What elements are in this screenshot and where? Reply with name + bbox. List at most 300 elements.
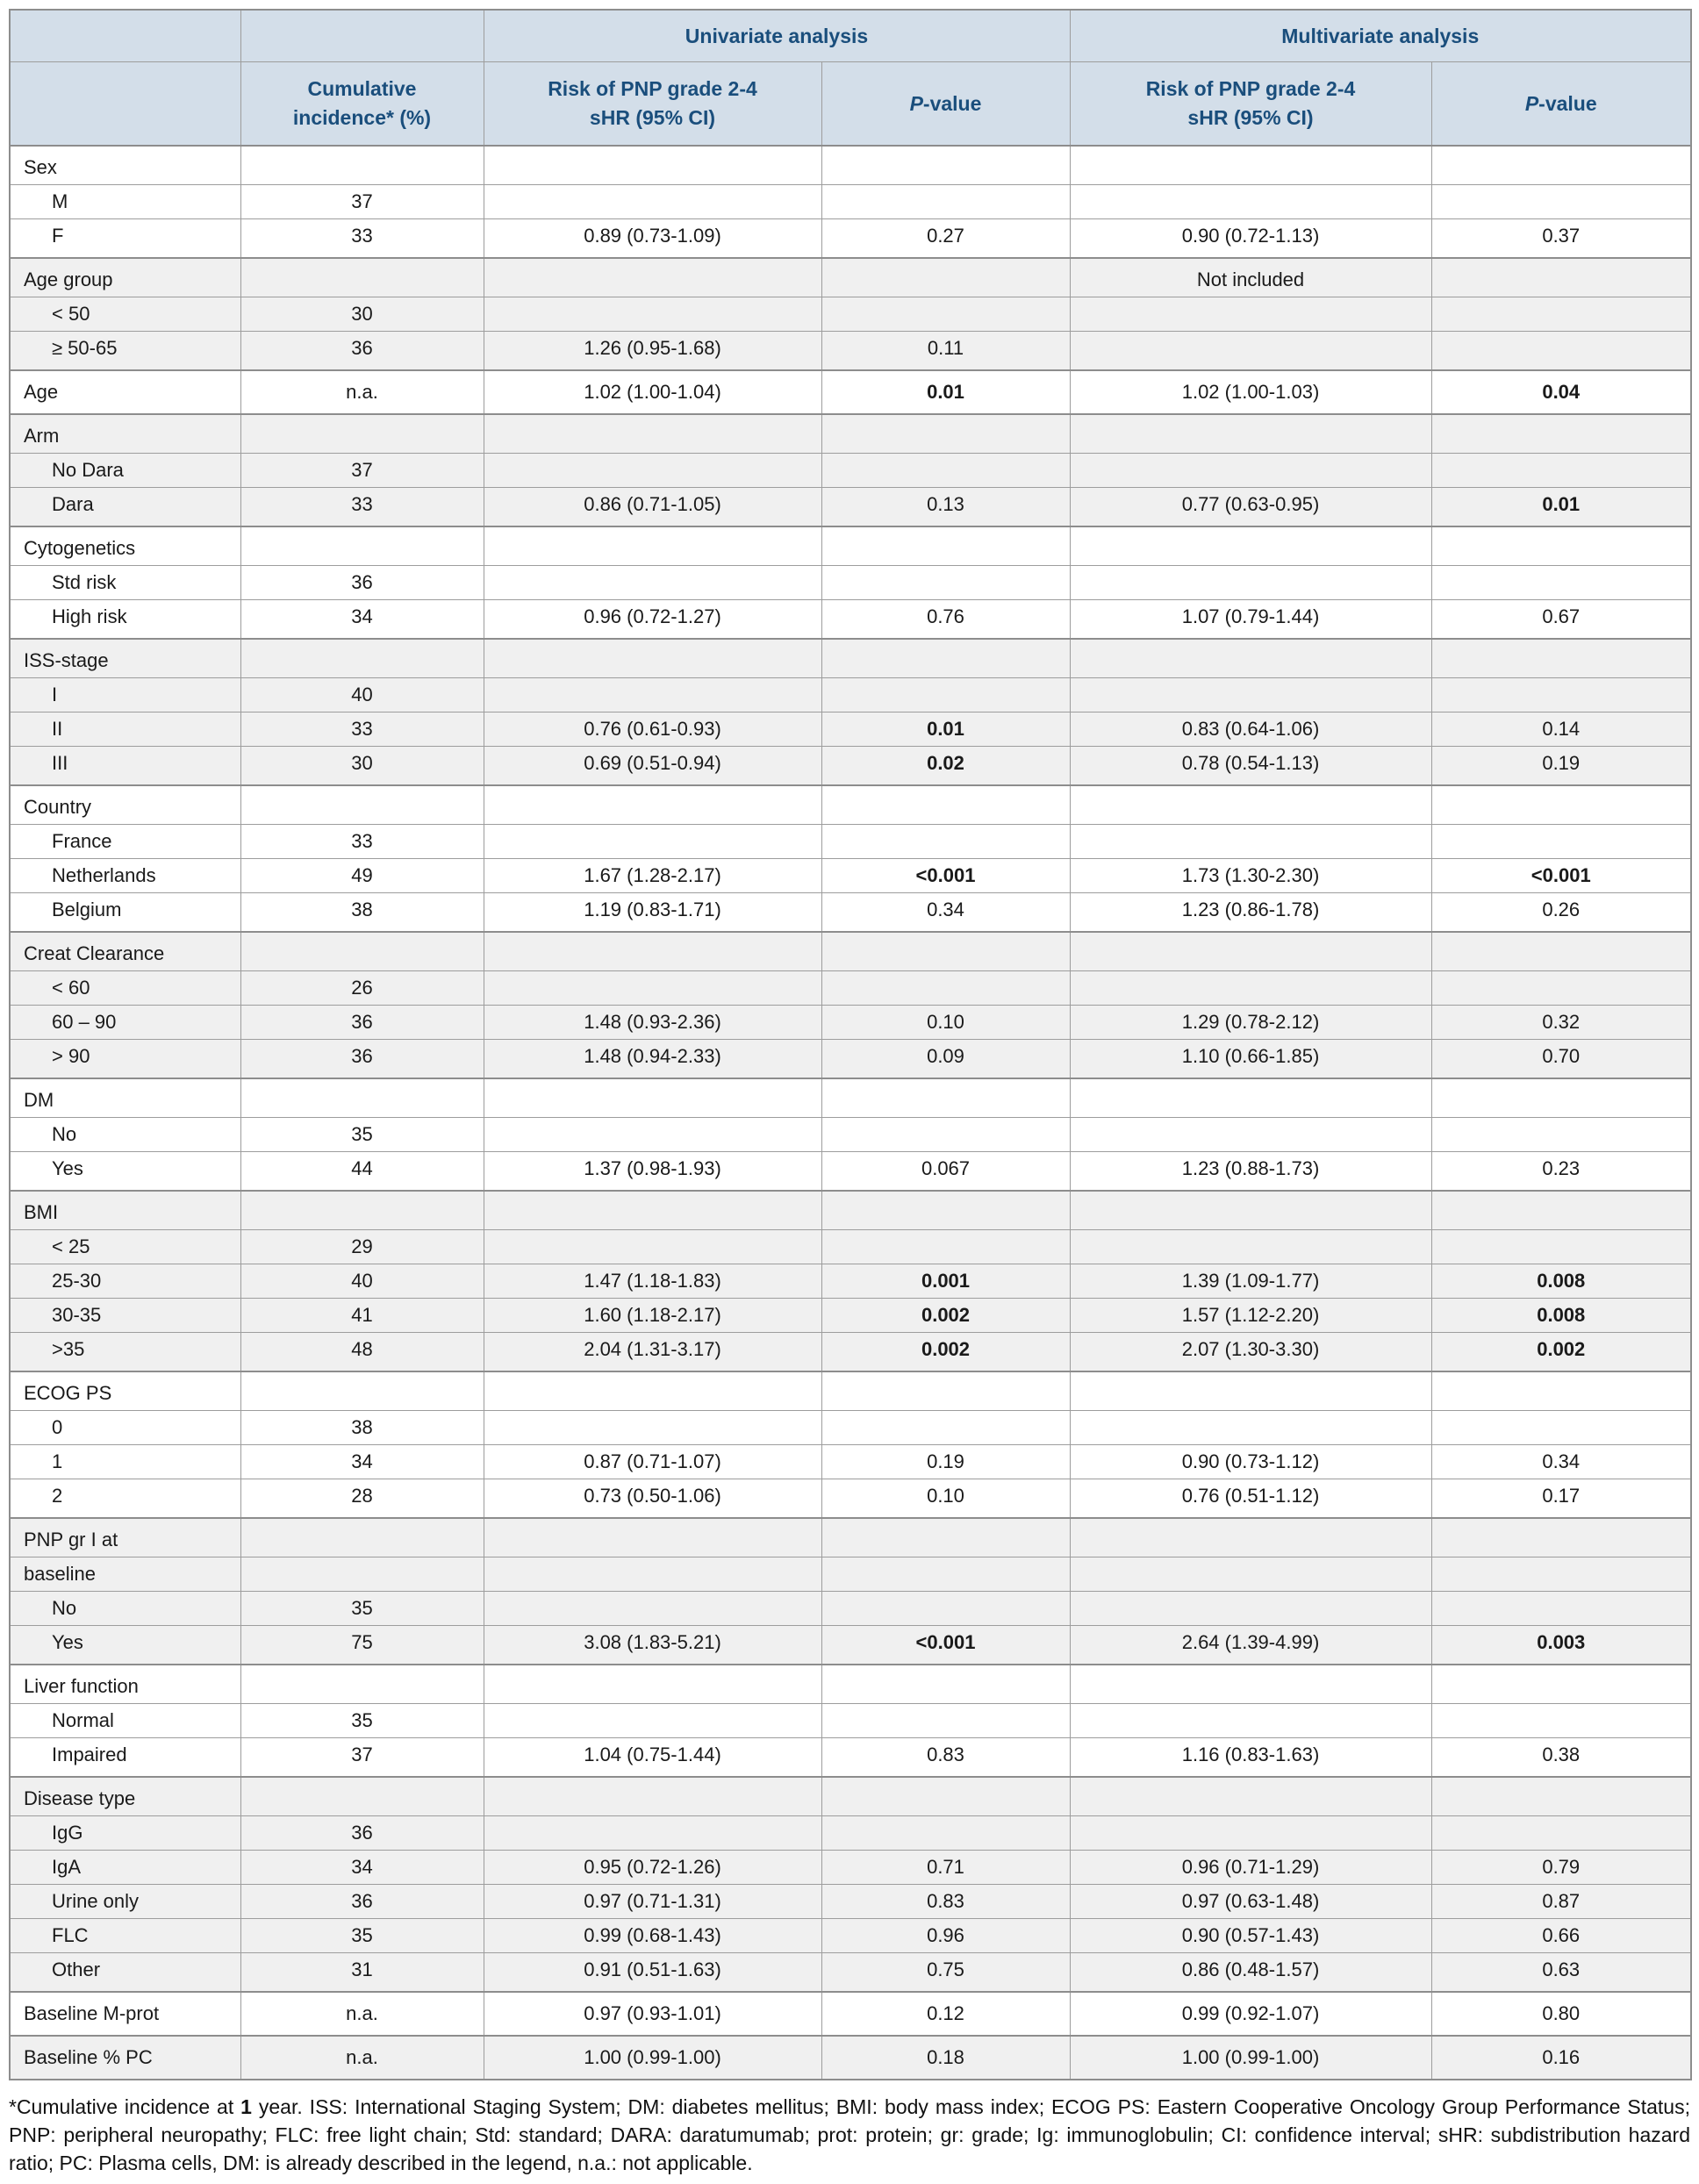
univariate-shr-value: 1.00 (0.99-1.00) [484,2036,821,2080]
cumulative-incidence-value: 36 [240,566,484,600]
variable-label: Arm [10,414,240,454]
table-row [10,1299,1691,1333]
variable-label: Country [10,785,240,825]
variable-label: Disease type [10,1777,240,1816]
cumulative-incidence-value: 35 [240,1592,484,1626]
table-row [10,1885,1691,1919]
variable-label: Yes [10,1626,240,1665]
multivariate-pvalue: 0.14 [1431,712,1691,747]
univariate-pvalue [821,1816,1070,1851]
table-row [10,1851,1691,1885]
cumulative-incidence-value [240,526,484,566]
multivariate-pvalue [1431,332,1691,371]
univariate-shr-value [484,1665,821,1704]
cumulative-incidence-value: 36 [240,1040,484,1079]
multivariate-pvalue [1431,258,1691,297]
variable-label: 2 [10,1479,240,1519]
univariate-pvalue: <0.001 [821,859,1070,893]
table-row [10,488,1691,527]
univariate-shr-value [484,297,821,332]
table-row [10,639,1691,678]
variable-label: baseline [10,1557,240,1592]
table-row [10,1704,1691,1738]
table-row [10,678,1691,712]
variable-label: < 25 [10,1230,240,1264]
table-row [10,1333,1691,1372]
univariate-pvalue: 0.83 [821,1738,1070,1778]
univariate-shr-value [484,971,821,1006]
univariate-shr-value [484,1592,821,1626]
univariate-pvalue: 0.18 [821,2036,1070,2080]
cumulative-incidence-value: 44 [240,1152,484,1192]
table-row [10,893,1691,933]
univariate-pvalue: 0.11 [821,332,1070,371]
variable-label: BMI [10,1191,240,1230]
univariate-shr-value [484,526,821,566]
cumulative-incidence-value: 41 [240,1299,484,1333]
multivariate-shr-value: 1.16 (0.83-1.63) [1070,1738,1431,1778]
cumulative-incidence-value: 33 [240,219,484,259]
cumulative-incidence-value: 37 [240,454,484,488]
variable-label: No [10,1118,240,1152]
multivariate-pvalue [1431,566,1691,600]
table-header [10,10,1691,146]
header-multivariate-risk [1070,62,1431,147]
univariate-shr-value: 0.86 (0.71-1.05) [484,488,821,527]
table-row [10,1992,1691,2036]
variable-label: 0 [10,1411,240,1445]
variable-label: II [10,712,240,747]
cumulative-incidence-value [240,1371,484,1411]
cumulative-incidence-value: n.a. [240,1992,484,2036]
cumulative-incidence-value: 49 [240,859,484,893]
multivariate-pvalue [1431,678,1691,712]
univariate-pvalue [821,526,1070,566]
univariate-pvalue [821,785,1070,825]
table-row [10,712,1691,747]
univariate-shr-value [484,414,821,454]
univariate-pvalue [821,1557,1070,1592]
cumulative-incidence-value: 75 [240,1626,484,1665]
variable-label: Liver function [10,1665,240,1704]
univariate-shr-value: 0.91 (0.51-1.63) [484,1953,821,1993]
multivariate-shr-value [1070,639,1431,678]
univariate-pvalue [821,1665,1070,1704]
univariate-shr-value [484,1191,821,1230]
univariate-pvalue: 0.76 [821,600,1070,640]
multivariate-pvalue: 0.26 [1431,893,1691,933]
univariate-pvalue [821,566,1070,600]
variable-label: Yes [10,1152,240,1192]
variable-label: DM [10,1078,240,1118]
cumulative-incidence-value: 34 [240,1851,484,1885]
variable-label: 25-30 [10,1264,240,1299]
variable-label: 1 [10,1445,240,1479]
univariate-pvalue: 0.002 [821,1299,1070,1333]
header-cumulative-incidence-line1: Cumulative [307,77,417,100]
cumulative-incidence-value: 30 [240,297,484,332]
multivariate-pvalue [1431,185,1691,219]
multivariate-pvalue [1431,1078,1691,1118]
univariate-shr-value [484,1078,821,1118]
header-multivariate-analysis: Multivariate analysis [1070,10,1691,62]
univariate-pvalue: 0.01 [821,712,1070,747]
multivariate-shr-value: 1.73 (1.30-2.30) [1070,859,1431,893]
multivariate-pvalue: 0.16 [1431,2036,1691,2080]
header-blank-incidence [240,10,484,62]
multivariate-pvalue: 0.38 [1431,1738,1691,1778]
multivariate-pvalue: 0.37 [1431,219,1691,259]
cumulative-incidence-value: 35 [240,1118,484,1152]
cumulative-incidence-value: 35 [240,1704,484,1738]
multivariate-pvalue [1431,1557,1691,1592]
multivariate-shr-value: 2.07 (1.30-3.30) [1070,1333,1431,1372]
table-row [10,566,1691,600]
univariate-shr-value [484,825,821,859]
multivariate-pvalue: 0.70 [1431,1040,1691,1079]
analysis-table [9,9,1692,2080]
univariate-shr-value: 0.96 (0.72-1.27) [484,600,821,640]
multivariate-shr-value [1070,1078,1431,1118]
multivariate-shr-value [1070,1557,1431,1592]
cumulative-incidence-value: 38 [240,893,484,933]
multivariate-shr-value [1070,297,1431,332]
univariate-pvalue: 0.001 [821,1264,1070,1299]
table-row [10,1371,1691,1411]
variable-label: Dara [10,488,240,527]
multivariate-shr-value: 1.07 (0.79-1.44) [1070,600,1431,640]
univariate-shr-value [484,932,821,971]
table-row [10,600,1691,640]
table-row [10,1230,1691,1264]
variable-label: No Dara [10,454,240,488]
variable-label: Netherlands [10,859,240,893]
table-row [10,1040,1691,1079]
variable-label: I [10,678,240,712]
header-cumulative-incidence-line2: incidence* (%) [292,106,432,129]
univariate-pvalue [821,297,1070,332]
multivariate-pvalue: 0.003 [1431,1626,1691,1665]
multivariate-shr-value: 1.02 (1.00-1.03) [1070,370,1431,414]
multivariate-shr-value [1070,678,1431,712]
table-row [10,1738,1691,1778]
header-univariate-risk-line1: Risk of PNP grade 2-4 [548,77,757,100]
variable-label: ≥ 50-65 [10,332,240,371]
univariate-shr-value: 0.69 (0.51-0.94) [484,747,821,786]
table-row [10,1078,1691,1118]
multivariate-pvalue: 0.79 [1431,1851,1691,1885]
variable-label: Sex [10,146,240,185]
multivariate-pvalue [1431,1191,1691,1230]
multivariate-pvalue: 0.23 [1431,1152,1691,1192]
multivariate-pvalue [1431,297,1691,332]
variable-label: Cytogenetics [10,526,240,566]
variable-label: < 60 [10,971,240,1006]
cumulative-incidence-value: 28 [240,1479,484,1519]
multivariate-shr-value: 0.99 (0.92-1.07) [1070,1992,1431,2036]
univariate-shr-value [484,639,821,678]
table-row [10,1411,1691,1445]
multivariate-pvalue: 0.34 [1431,1445,1691,1479]
table-row [10,1264,1691,1299]
cumulative-incidence-value: 29 [240,1230,484,1264]
variable-label: France [10,825,240,859]
univariate-shr-value: 1.26 (0.95-1.68) [484,332,821,371]
multivariate-shr-value: 1.10 (0.66-1.85) [1070,1040,1431,1079]
multivariate-shr-value [1070,185,1431,219]
multivariate-shr-value: 0.78 (0.54-1.13) [1070,747,1431,786]
header-multivariate-risk-line2: sHR (95% CI) [1187,106,1314,129]
univariate-shr-value [484,1371,821,1411]
univariate-pvalue [821,1191,1070,1230]
univariate-pvalue: 0.10 [821,1479,1070,1519]
univariate-pvalue: 0.19 [821,1445,1070,1479]
univariate-pvalue [821,1411,1070,1445]
variable-label: ISS-stage [10,639,240,678]
table-row [10,825,1691,859]
multivariate-shr-value [1070,526,1431,566]
header-cumulative-incidence [240,62,484,147]
univariate-pvalue: 0.02 [821,747,1070,786]
cumulative-incidence-value [240,1665,484,1704]
table-row [10,1479,1691,1519]
multivariate-shr-value [1070,1118,1431,1152]
univariate-pvalue: 0.01 [821,370,1070,414]
univariate-shr-value: 1.37 (0.98-1.93) [484,1152,821,1192]
table-row [10,414,1691,454]
header-blank-variable-2 [10,62,240,147]
univariate-shr-value [484,258,821,297]
univariate-shr-value: 0.97 (0.71-1.31) [484,1885,821,1919]
multivariate-shr-value: 1.23 (0.86-1.78) [1070,893,1431,933]
variable-label: 60 – 90 [10,1006,240,1040]
cumulative-incidence-value: 26 [240,971,484,1006]
table-row [10,370,1691,414]
table-row [10,1118,1691,1152]
multivariate-pvalue [1431,971,1691,1006]
univariate-shr-value: 1.19 (0.83-1.71) [484,893,821,933]
multivariate-shr-value [1070,932,1431,971]
multivariate-shr-value: 0.97 (0.63-1.48) [1070,1885,1431,1919]
univariate-pvalue [821,146,1070,185]
variable-label: Age group [10,258,240,297]
table-row [10,1518,1691,1557]
univariate-shr-value [484,1518,821,1557]
cumulative-incidence-value: 33 [240,825,484,859]
univariate-shr-value: 0.89 (0.73-1.09) [484,219,821,259]
cumulative-incidence-value: 35 [240,1919,484,1953]
table-row [10,1953,1691,1993]
multivariate-pvalue: <0.001 [1431,859,1691,893]
table-body [10,146,1691,2080]
multivariate-pvalue [1431,414,1691,454]
variable-label: Baseline % PC [10,2036,240,2080]
multivariate-shr-value: 0.83 (0.64-1.06) [1070,712,1431,747]
univariate-shr-value [484,678,821,712]
cumulative-incidence-value: 36 [240,1816,484,1851]
footnote-text-before: *Cumulative incidence at [9,2095,241,2118]
univariate-shr-value: 1.04 (0.75-1.44) [484,1738,821,1778]
multivariate-shr-value [1070,825,1431,859]
cumulative-incidence-value [240,1518,484,1557]
univariate-pvalue [821,1777,1070,1816]
table-row [10,185,1691,219]
univariate-pvalue [821,1704,1070,1738]
multivariate-shr-value: 0.90 (0.73-1.12) [1070,1445,1431,1479]
univariate-shr-value: 0.97 (0.93-1.01) [484,1992,821,2036]
table-row [10,747,1691,786]
table-row [10,297,1691,332]
univariate-pvalue: 0.71 [821,1851,1070,1885]
variable-label: FLC [10,1919,240,1953]
cumulative-incidence-value [240,1557,484,1592]
multivariate-shr-value [1070,1191,1431,1230]
cumulative-incidence-value: 34 [240,1445,484,1479]
cumulative-incidence-value: 36 [240,332,484,371]
multivariate-pvalue [1431,825,1691,859]
cumulative-incidence-value [240,1078,484,1118]
univariate-shr-value [484,454,821,488]
univariate-shr-value: 1.02 (1.00-1.04) [484,370,821,414]
multivariate-pvalue: 0.19 [1431,747,1691,786]
univariate-shr-value: 0.99 (0.68-1.43) [484,1919,821,1953]
table-row [10,785,1691,825]
cumulative-incidence-value [240,1191,484,1230]
cumulative-incidence-value: 34 [240,600,484,640]
univariate-shr-value: 0.76 (0.61-0.93) [484,712,821,747]
table-row [10,1557,1691,1592]
univariate-shr-value: 2.04 (1.31-3.17) [484,1333,821,1372]
table-row [10,1626,1691,1665]
univariate-shr-value: 1.48 (0.94-2.33) [484,1040,821,1079]
variable-label: Other [10,1953,240,1993]
univariate-pvalue [821,678,1070,712]
table-row [10,1777,1691,1816]
variable-label: < 50 [10,297,240,332]
header-univariate-pvalue [821,62,1070,147]
table-row [10,971,1691,1006]
univariate-pvalue [821,971,1070,1006]
univariate-pvalue: <0.001 [821,1626,1070,1665]
cumulative-incidence-value: n.a. [240,2036,484,2080]
univariate-pvalue: 0.10 [821,1006,1070,1040]
univariate-shr-value [484,1118,821,1152]
cumulative-incidence-value [240,639,484,678]
table-row [10,219,1691,259]
multivariate-pvalue: 0.01 [1431,488,1691,527]
cumulative-incidence-value: 30 [240,747,484,786]
cumulative-incidence-value: 37 [240,185,484,219]
multivariate-shr-value: 1.39 (1.09-1.77) [1070,1264,1431,1299]
multivariate-shr-value [1070,1518,1431,1557]
univariate-pvalue: 0.002 [821,1333,1070,1372]
univariate-shr-value [484,1557,821,1592]
variable-label: F [10,219,240,259]
univariate-shr-value [484,566,821,600]
univariate-shr-value: 0.87 (0.71-1.07) [484,1445,821,1479]
cumulative-incidence-value: n.a. [240,370,484,414]
table-row [10,1592,1691,1626]
variable-label: M [10,185,240,219]
variable-label: Baseline M-prot [10,1992,240,2036]
variable-label: III [10,747,240,786]
table-row [10,1445,1691,1479]
cumulative-incidence-value: 33 [240,488,484,527]
univariate-pvalue [821,1518,1070,1557]
cumulative-incidence-value: 38 [240,1411,484,1445]
univariate-pvalue [821,932,1070,971]
univariate-shr-value: 1.48 (0.93-2.36) [484,1006,821,1040]
p-value-italic-p: P [1524,91,1539,115]
cumulative-incidence-value [240,785,484,825]
multivariate-pvalue: 0.008 [1431,1299,1691,1333]
univariate-pvalue [821,1371,1070,1411]
multivariate-pvalue: 0.32 [1431,1006,1691,1040]
multivariate-shr-value: 0.76 (0.51-1.12) [1070,1479,1431,1519]
variable-label: >35 [10,1333,240,1372]
univariate-shr-value: 1.60 (1.18-2.17) [484,1299,821,1333]
multivariate-shr-value: 1.23 (0.88-1.73) [1070,1152,1431,1192]
header-univariate-analysis: Univariate analysis [484,10,1070,62]
table-row [10,1816,1691,1851]
cumulative-incidence-value: 36 [240,1006,484,1040]
table-row [10,1665,1691,1704]
univariate-shr-value [484,146,821,185]
univariate-shr-value: 0.73 (0.50-1.06) [484,1479,821,1519]
multivariate-shr-value [1070,146,1431,185]
variable-label: Belgium [10,893,240,933]
multivariate-pvalue: 0.17 [1431,1479,1691,1519]
multivariate-shr-value [1070,971,1431,1006]
table-row [10,1006,1691,1040]
multivariate-pvalue: 0.002 [1431,1333,1691,1372]
variable-label: IgG [10,1816,240,1851]
variable-label: Normal [10,1704,240,1738]
cumulative-incidence-value [240,932,484,971]
multivariate-pvalue [1431,1411,1691,1445]
multivariate-shr-value [1070,1230,1431,1264]
univariate-pvalue [821,414,1070,454]
univariate-pvalue: 0.09 [821,1040,1070,1079]
table-row [10,2036,1691,2080]
multivariate-pvalue: 0.66 [1431,1919,1691,1953]
univariate-pvalue [821,185,1070,219]
variable-label: No [10,1592,240,1626]
univariate-pvalue: 0.27 [821,219,1070,259]
multivariate-shr-value [1070,1592,1431,1626]
multivariate-shr-value [1070,785,1431,825]
multivariate-shr-value [1070,1665,1431,1704]
header-univariate-risk [484,62,821,147]
table-row [10,146,1691,185]
variable-label: Impaired [10,1738,240,1778]
multivariate-shr-value: 1.57 (1.12-2.20) [1070,1299,1431,1333]
multivariate-pvalue: 0.008 [1431,1264,1691,1299]
multivariate-pvalue: 0.80 [1431,1992,1691,2036]
variable-label: IgA [10,1851,240,1885]
cumulative-incidence-value [240,414,484,454]
multivariate-pvalue [1431,785,1691,825]
multivariate-pvalue: 0.04 [1431,370,1691,414]
univariate-shr-value [484,1777,821,1816]
multivariate-shr-value: 1.29 (0.78-2.12) [1070,1006,1431,1040]
univariate-pvalue: 0.34 [821,893,1070,933]
multivariate-pvalue [1431,639,1691,678]
table-row [10,1191,1691,1230]
variable-label: High risk [10,600,240,640]
univariate-shr-value [484,1704,821,1738]
multivariate-shr-value: 0.96 (0.71-1.29) [1070,1851,1431,1885]
